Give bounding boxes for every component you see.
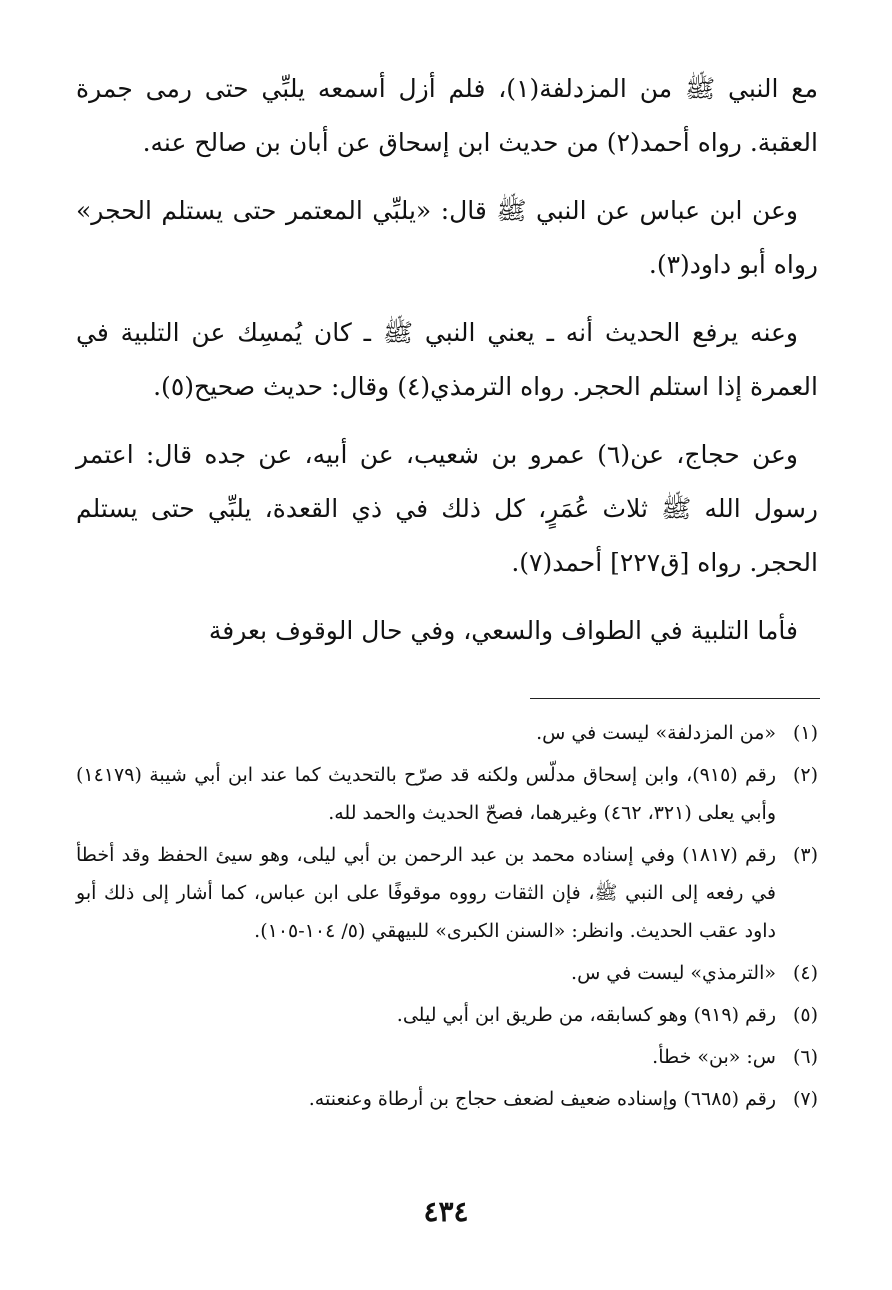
page-number: ٤٣٤	[423, 1195, 469, 1228]
footnote-text: رقم (٩١٩) وهو كسابقه، من طريق ابن أبي ليلى.	[396, 1004, 776, 1026]
footnote-text: «من المزدلفة» ليست في س.	[536, 722, 776, 744]
footnote-text: «الترمذي» ليست في س.	[571, 962, 776, 984]
footnote	[76, 714, 818, 752]
footnote-number: (٧)	[792, 1088, 818, 1110]
footnote-number: (٥)	[792, 1004, 818, 1026]
footnote	[76, 954, 818, 992]
footnote-number: (١)	[792, 722, 818, 744]
footnote	[76, 996, 818, 1034]
footnote-text: رقم (٦٦٨٥) وإسناده ضعيف لضعف حجاج بن أرطاة وعنعنته.	[308, 1088, 776, 1110]
paragraph: مع النبي ﷺ من المزدلفة(١)، فلم أزل أسمعه يلبِّي حتى رمى جمرة العقبة. رواه أحمد(٢) من حديث ابن إسحاق عن أبان بن صالح عنه.	[76, 74, 818, 157]
footnote-text: س: «بن» خطأ.	[652, 1046, 776, 1068]
paragraph: فأما التلبية في الطواف والسعي، وفي حال الوقوف بعرفة	[208, 616, 798, 645]
footnote-number: (٦)	[792, 1046, 818, 1068]
footnote-text: رقم (١٨١٧) وفي إسناده محمد بن عبد الرحمن بن أبي ليلى، وهو سيئ الحفظ وقد أخطأ في رفعه إلى النبي ﷺ، فإن الثقات رووه موقوفًا على ابن عباس، كما أشار إلى ذلك أبو داود عقب الحديث. وانظر: «السنن الكبرى» للبيهقي (٥/ ١٠٤-١٠٥).	[76, 844, 777, 942]
footnote-text: رقم (٩١٥)، وابن إسحاق مدلّس ولكنه قد صرّح بالتحديث كما عند ابن أبي شيبة (١٤١٧٩) وأبي يعلى (٣٢١، ٤٦٢) وغيرهما، فصحّ الحديث والحمد لله.	[76, 764, 776, 824]
main-text	[76, 62, 818, 658]
footnote	[76, 1080, 818, 1118]
paragraph: وعن حجاج، عن(٦) عمرو بن شعيب، عن أبيه، عن جده قال: اعتمر رسول الله ﷺ ثلاث عُمَرٍ، كل ذلك في ذي القعدة، يلبِّي حتى يستلم الحجر. رواه [ق٢٢٧] أحمد(٧).	[76, 440, 818, 577]
paragraph: وعنه يرفع الحديث أنه ـ يعني النبي ﷺ ـ كان يُمسِك عن التلبية في العمرة إذا استلم الحجر. رواه الترمذي(٤) وقال: حديث صحيح(٥).	[76, 318, 818, 401]
page-body	[76, 62, 818, 658]
paragraph: وعن ابن عباس عن النبي ﷺ قال: «يلبِّي المعتمر حتى يستلم الحجر» رواه أبو داود(٣).	[76, 196, 818, 279]
footnotes	[76, 714, 818, 1122]
footnote	[76, 1038, 818, 1076]
footnote	[76, 756, 818, 832]
footnote-number: (٤)	[792, 962, 818, 984]
footnote	[76, 836, 818, 950]
footnote-divider	[530, 698, 820, 699]
footnote-number: (٣)	[792, 844, 818, 866]
footnote-number: (٢)	[792, 764, 818, 786]
